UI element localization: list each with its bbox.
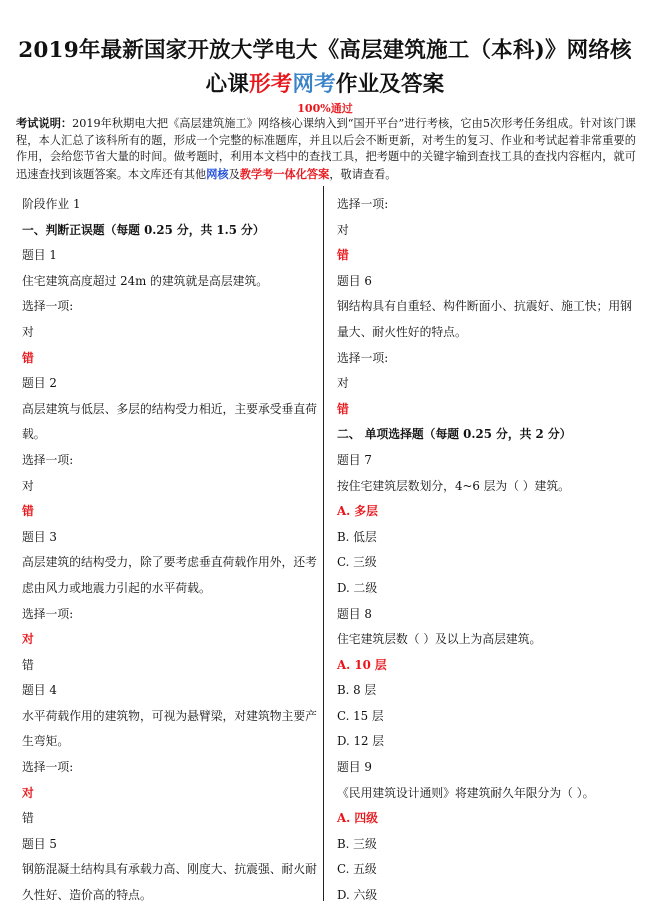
text-line: D. 六级 <box>337 888 378 903</box>
text-line: 阶段作业 1 <box>22 197 81 211</box>
text-line: 题目 4 <box>22 683 57 698</box>
text-line: 生弯矩。 <box>22 734 70 749</box>
title-line-2 <box>0 68 650 102</box>
text-line: 水平荷载作用的建筑物，可视为悬臂梁，对建筑物主要产 <box>22 708 317 723</box>
notice-link-answers[interactable]: 教学考一体化答案 <box>239 166 330 181</box>
text-line: A. 多层 <box>337 504 378 519</box>
title-text-red: 形考 <box>249 72 293 97</box>
text-line: 久性好、造价高的特点。 <box>22 888 152 903</box>
text-line: B. 8 层 <box>337 683 377 698</box>
title-line-1: 2019年最新国家开放大学电大《高层建筑施工（本科)》网络核 <box>18 38 632 63</box>
text-line: 《民用建筑设计通则》将建筑耐久年限分为（ ）。 <box>337 785 595 800</box>
title-text-post: 作业及答案 <box>335 72 445 97</box>
text-line: 对 <box>337 376 349 391</box>
text-line: 错 <box>22 811 34 826</box>
text-line: 错 <box>337 248 349 263</box>
title-text-blue: 网考 <box>292 72 336 97</box>
text-line: 选择一项: <box>337 350 389 365</box>
title-text-pre: 心课 <box>205 72 250 97</box>
text-line: 高层建筑的结构受力，除了要考虑垂直荷载作用外，还考 <box>22 555 317 570</box>
text-line: D. 二级 <box>337 580 378 595</box>
text-line: A. 10 层 <box>337 657 387 672</box>
exam-notice <box>16 115 636 183</box>
text-line: 选择一项: <box>22 452 74 467</box>
text-line: 对 <box>22 478 34 493</box>
text-line: 题目 7 <box>337 452 372 467</box>
text-line: 住宅建筑层数（ ）及以上为高层建筑。 <box>337 632 542 647</box>
text-line: 题目 9 <box>337 760 372 775</box>
text-line: A. 四级 <box>337 811 378 826</box>
text-line: 钢结构具有自重轻、构件断面小、抗震好、施工快；用钢 <box>337 299 632 314</box>
text-line: 错 <box>337 401 349 416</box>
notice-and: 及 <box>228 167 240 181</box>
column-divider <box>323 186 324 901</box>
text-line: 载。 <box>22 427 46 442</box>
text-line: 钢筋混凝土结构具有承载力高、刚度大、抗震强、耐火耐 <box>22 862 317 877</box>
text-line: 题目 8 <box>337 606 372 621</box>
text-line: 题目 1 <box>22 248 57 263</box>
text-line: 对 <box>22 324 34 339</box>
text-line: C. 三级 <box>337 555 377 570</box>
right-column <box>337 192 632 909</box>
text-line: 二、 单项选择题（每题 0.25 分，共 2 分） <box>337 427 572 442</box>
text-line: 一、判断正误题（每题 0.25 分，共 1.5 分） <box>22 222 265 237</box>
text-line: B. 低层 <box>337 529 377 544</box>
document-title <box>0 34 650 102</box>
text-line: D. 12 层 <box>337 734 385 749</box>
notice-text-1: 2019年秋期电大把《高层建筑施工》网络核心课纳入到“国开平台”进行考核，它由5次形考任务组成。针对该门课程，本人汇总了该科所有的题，形成一个完整的标准题库，并且以后会不断更新，对考生的复习、作业和考试起着非常重要的作用，会给您节省大量的时间。做考题时，利用本文档中的查找工具，把考题中的关键字输到查找工具的查找内容框内，就可迅速查找到该题答案。本文库还有其他 <box>16 117 636 181</box>
text-line: 选择一项: <box>22 760 74 775</box>
notice-label: 考试说明： <box>16 116 73 130</box>
text-line: 量大、耐火性好的特点。 <box>337 324 467 339</box>
text-line: 对 <box>22 785 34 800</box>
text-line: 错 <box>22 350 34 365</box>
notice-text-2: ，敬请查看。 <box>329 167 397 181</box>
notice-link-wanghe[interactable]: 网核 <box>206 166 229 181</box>
text-line: 错 <box>22 504 34 519</box>
text-line: 选择一项: <box>22 299 74 314</box>
text-line: 对 <box>22 632 34 647</box>
text-line: 选择一项: <box>22 606 74 621</box>
text-line: 按住宅建筑层数划分，4~6 层为（ ）建筑。 <box>337 478 570 493</box>
pass-tag: 100%通过 <box>297 102 353 115</box>
text-line: 题目 6 <box>337 273 372 288</box>
text-line: 题目 3 <box>22 529 57 544</box>
text-line: C. 15 层 <box>337 708 384 723</box>
left-column <box>22 192 317 909</box>
text-line: B. 三级 <box>337 836 377 851</box>
text-line: 题目 5 <box>22 836 57 851</box>
text-line: 对 <box>337 222 349 237</box>
text-line: 错 <box>22 657 34 672</box>
text-line: C. 五级 <box>337 862 377 877</box>
text-line: 题目 2 <box>22 376 57 391</box>
text-line: 高层建筑与低层、多层的结构受力相近，主要承受垂直荷 <box>22 401 317 416</box>
text-line: 住宅建筑高度超过 24m 的建筑就是高层建筑。 <box>22 273 269 288</box>
text-line: 选择一项: <box>337 197 389 211</box>
text-line: 虑由风力或地震力引起的水平荷载。 <box>22 580 211 595</box>
